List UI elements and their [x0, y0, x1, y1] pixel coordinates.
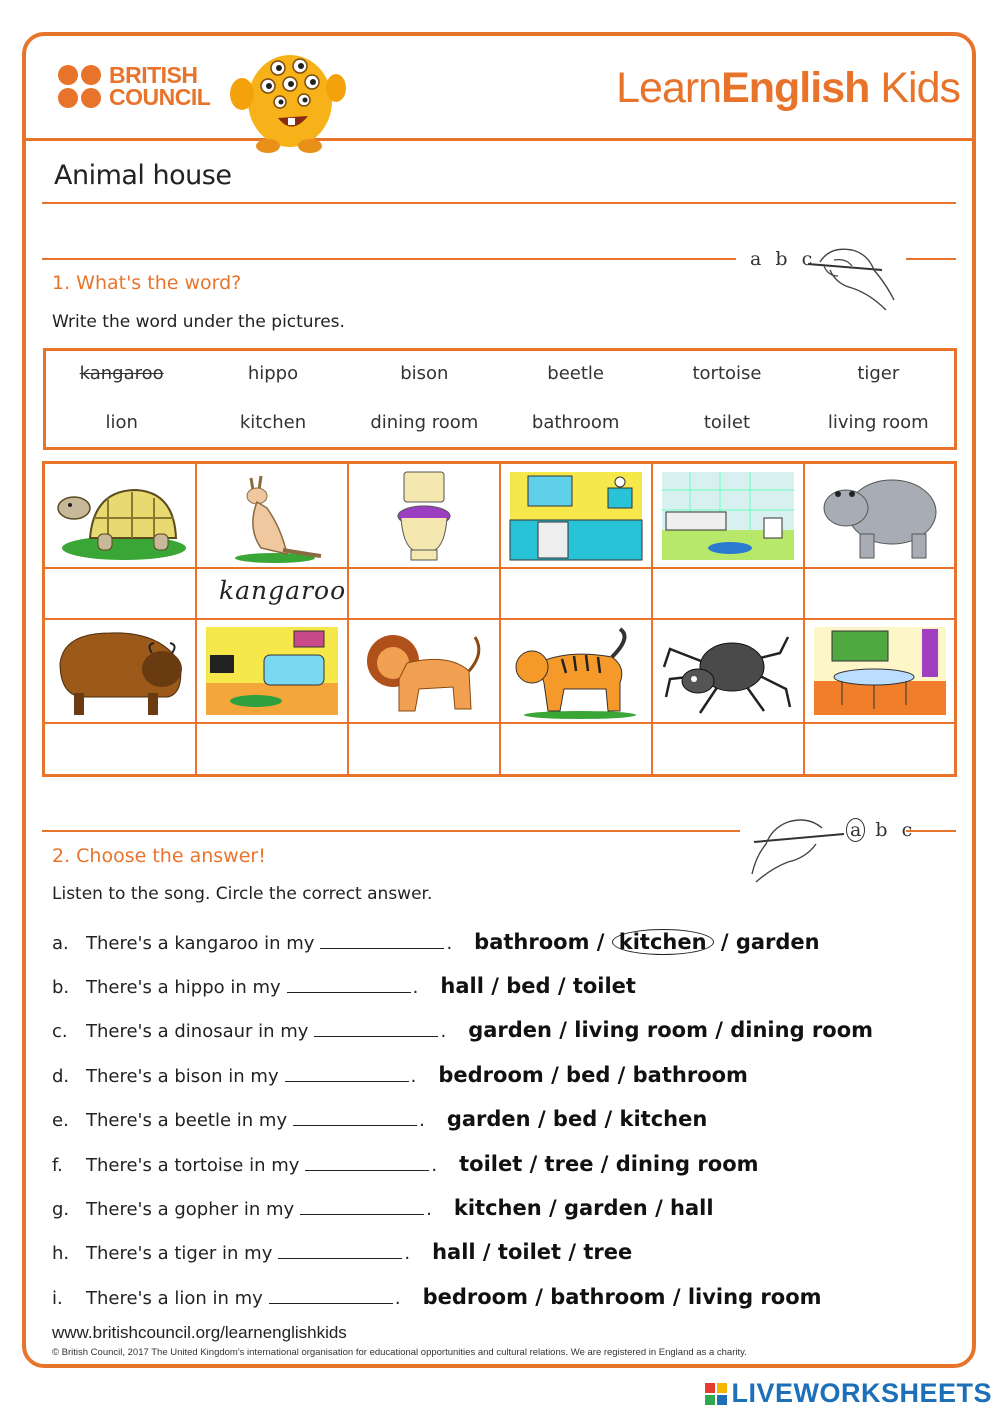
question-h: h. There's a tiger in my . hall / toilet / tree	[52, 1240, 633, 1264]
section1-divider-right	[906, 258, 956, 260]
section1-divider-left	[42, 258, 736, 260]
writing-hand-icon	[790, 240, 900, 314]
question-a: a. There's a kangaroo in my . bathroom / kitchen / garden	[52, 930, 820, 954]
living-room-picture	[197, 620, 347, 722]
title-underline	[42, 202, 956, 204]
british-council-dots-icon	[58, 65, 101, 108]
footer-url: www.britishcouncil.org/learnenglishkids	[52, 1323, 347, 1342]
kitchen-picture	[501, 464, 651, 567]
answer-blank[interactable]	[320, 930, 444, 949]
footer-copyright: © British Council, 2017 The United Kingdom's international organisation for educational opportunities and cultural relations. We are registered in England as a charity.	[52, 1347, 747, 1358]
question-d: d. There's a bison in my . bedroom / bed / bathroom	[52, 1063, 748, 1087]
liveworksheets-logo: LIVEWORKSHEETS	[705, 1378, 992, 1409]
circled-answer[interactable]: kitchen	[612, 929, 714, 955]
word-bank-item: kitchen	[239, 412, 307, 433]
question-f: f. There's a tortoise in my . toilet / tree / dining room	[52, 1152, 759, 1176]
question-c: c. There's a dinosaur in my . garden / living room / dining room	[52, 1018, 874, 1042]
answer-blank[interactable]	[300, 1196, 424, 1215]
word-bank	[43, 348, 957, 450]
tiger-picture	[501, 620, 651, 722]
word-bank-item: bison	[400, 363, 449, 384]
british-council-logo	[58, 64, 210, 108]
writing-hand-icon	[748, 812, 852, 886]
answer-blank[interactable]	[285, 1063, 409, 1082]
question-e: e. There's a beetle in my . garden / bed / kitchen	[52, 1107, 708, 1131]
lion-picture	[349, 620, 499, 722]
circled-a: a	[846, 818, 865, 842]
header-divider	[26, 138, 972, 141]
answer-blank[interactable]	[293, 1107, 417, 1126]
word-bank-item: hippo	[247, 363, 299, 384]
learnenglish-kids-logo: LearnEnglish Kids	[616, 64, 960, 112]
bison-picture	[45, 620, 195, 722]
section1-instruction: Write the word under the pictures.	[52, 312, 345, 332]
brand-line-2: COUNCIL	[109, 84, 211, 110]
word-bank-row-2	[46, 412, 954, 433]
section2-title: 2. Choose the answer!	[52, 845, 266, 867]
toilet-picture	[349, 464, 499, 567]
picture-grid	[42, 461, 957, 777]
question-i: i. There's a lion in my . bedroom / bathroom / living room	[52, 1285, 822, 1309]
kangaroo-picture	[197, 464, 347, 567]
answer-options[interactable]: toilet / tree / dining room	[459, 1152, 759, 1176]
word-bank-item: dining room	[370, 412, 479, 433]
word-bank-item: lion	[105, 412, 138, 433]
word-bank-item: beetle	[547, 363, 604, 384]
word-bank-item: tortoise	[692, 363, 762, 384]
liveworksheets-icon	[705, 1383, 727, 1405]
monster-mascot-icon	[228, 46, 348, 156]
word-bank-item: tiger	[857, 363, 900, 384]
bathroom-picture	[653, 464, 803, 567]
word-bank-item: living room	[827, 412, 929, 433]
example-answer: kangaroo	[219, 576, 347, 605]
section2-instruction: Listen to the song. Circle the correct answer.	[52, 884, 433, 904]
beetle-picture	[653, 620, 803, 722]
word-bank-row-1	[46, 363, 954, 384]
brand-line-1: BRITISH	[109, 62, 198, 88]
hippo-picture	[805, 464, 955, 567]
answer-blank[interactable]	[278, 1240, 402, 1259]
word-bank-item: kangaroo	[79, 363, 164, 384]
answer-blank[interactable]	[287, 974, 411, 993]
answer-blank[interactable]	[269, 1285, 393, 1304]
tortoise-picture	[45, 464, 195, 567]
dining-room-picture	[805, 620, 955, 722]
section2-divider-left	[42, 830, 740, 832]
word-bank-item: bathroom	[531, 412, 620, 433]
answer-options[interactable]: kitchen / garden / hall	[453, 1196, 714, 1220]
answer-options[interactable]: garden / living room / dining room	[468, 1018, 874, 1042]
answer-options: bathroom / kitchen / garden	[474, 930, 820, 954]
answer-options[interactable]: bedroom / bathroom / living room	[422, 1285, 822, 1309]
page-title: Animal house	[54, 160, 232, 191]
section1-abc: a b c	[750, 248, 817, 270]
answer-options[interactable]: hall / toilet / tree	[432, 1240, 633, 1264]
question-g: g. There's a gopher in my . kitchen / garden / hall	[52, 1196, 714, 1220]
section1-title: 1. What's the word?	[52, 272, 242, 294]
answer-blank[interactable]	[305, 1152, 429, 1171]
section2-abc: a b c	[846, 818, 916, 842]
answer-options[interactable]: bedroom / bed / bathroom	[438, 1063, 748, 1087]
word-bank-item: toilet	[703, 412, 751, 433]
answer-options[interactable]: garden / bed / kitchen	[446, 1107, 708, 1131]
answer-options[interactable]: hall / bed / toilet	[440, 974, 636, 998]
answer-blank[interactable]	[314, 1018, 438, 1037]
question-b: b. There's a hippo in my . hall / bed / toilet	[52, 974, 636, 998]
